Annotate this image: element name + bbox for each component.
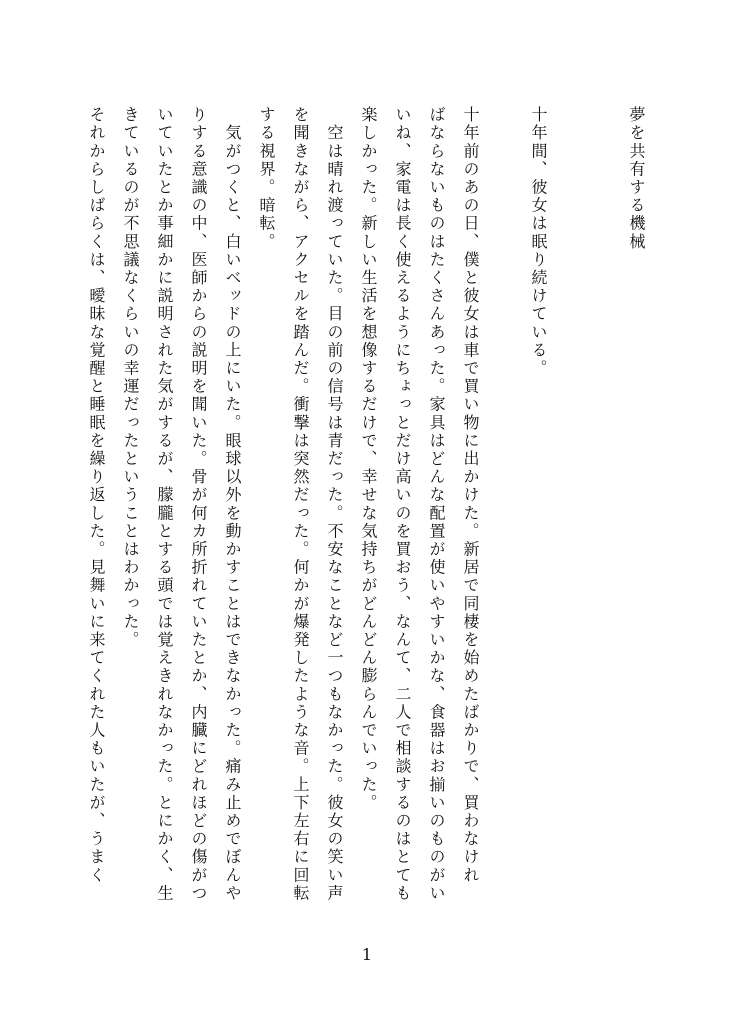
document-title: 夢を共有する機械 [627, 106, 646, 251]
text-line-9: する視界。暗転。 [257, 106, 276, 251]
text-line-6: 楽しかった。新しい生活を想像するだけで、幸せな気持ちがどんどん膨らんでいった。 [359, 106, 378, 812]
text-line-8: を聞きながら、アクセルを踏んだ。衝撃は突然だった。何かが爆発したような音。上下左右に回転 [291, 106, 310, 903]
text-line-11: りする意識の中、医師からの説明を聞いた。骨が何カ所折れていたとか、内臓にどれほどの傷がつ [189, 106, 208, 903]
text-line-1: 十年間、彼女は眠り続けている。 [529, 106, 548, 378]
text-line-3: 十年前のあの日、僕と彼女は車で買い物に出かけた。新居で同棲を始めたばかりで、買わなけれ [461, 106, 480, 885]
text-line-12: いていたとか事細かに説明された気がするが、朦朧とする頭では覚えきれなかった。とにかく、生 [155, 106, 174, 903]
text-line-7: 空は晴れ渡っていた。目の前の信号は青だった。不安なことなど一つもなかった。彼女の笑い声 [325, 106, 344, 903]
text-line-4: ばならないものはたくさんあった。家具はどんな配置が使いやすいかな、食器はお揃いのものがい [427, 106, 446, 903]
text-line-14: それからしばらくは、曖昧な覚醒と睡眠を繰り返した。見舞いに来てくれた人もいたが、うまく [87, 106, 106, 885]
text-line-13: きているのが不思議なくらいの幸運だったということはわかった。 [121, 106, 140, 649]
page-number: 1 [361, 945, 373, 964]
text-line-5: いね、家電は長く使えるようにちょっとだけ高いのを買おう、なんて、二人で相談するのはとても [393, 106, 412, 903]
text-line-10: 気がつくと、白いベッドの上にいた。眼球以外を動かすことはできなかった。痛み止めでぼんや [223, 106, 242, 903]
